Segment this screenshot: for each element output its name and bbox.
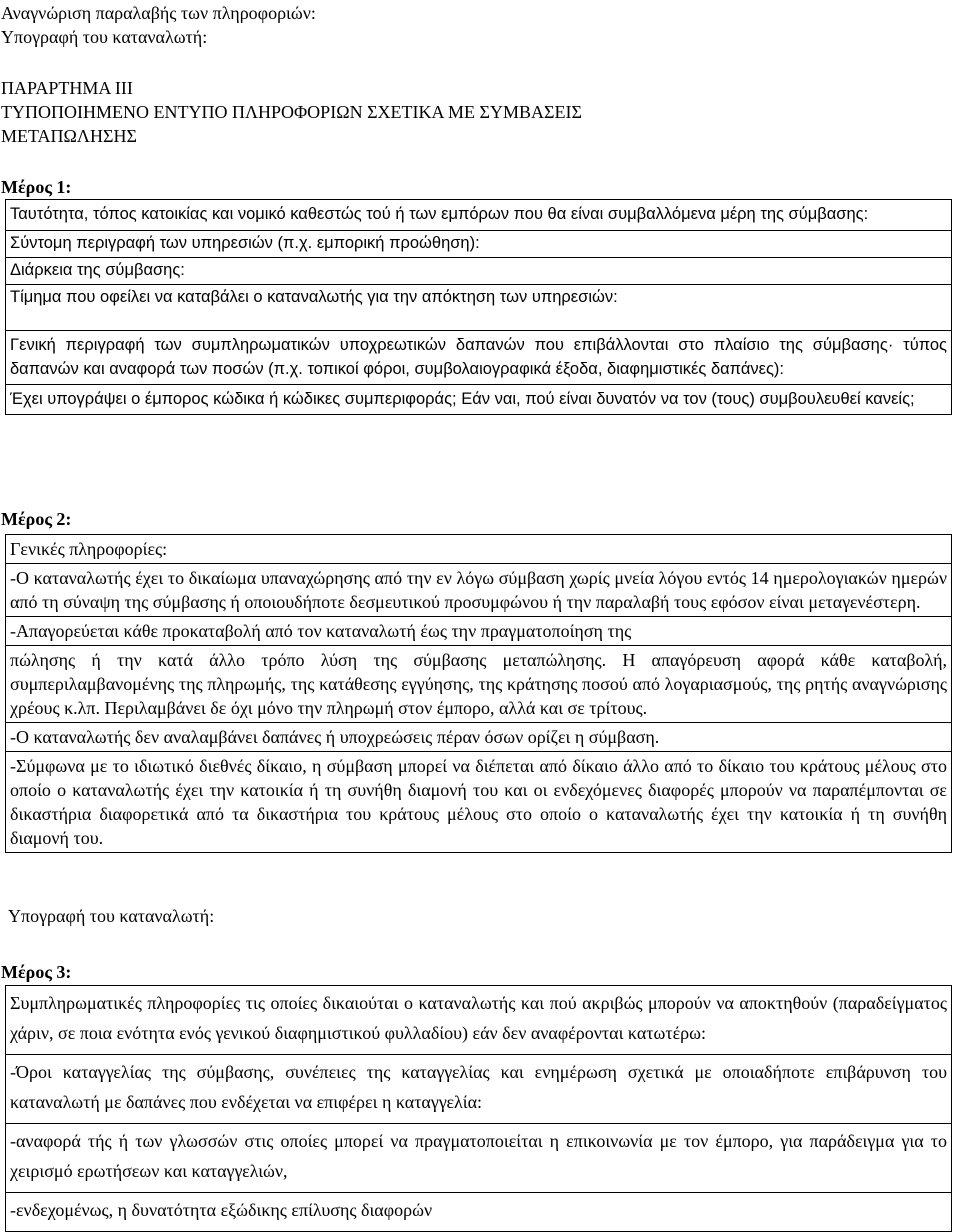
part1-row-price: Τίμημα που οφείλει να καταβάλει ο καταναλωτής για την απόκτηση των υπηρεσιών:: [6, 285, 951, 331]
part2-applicable-law: -Σύμφωνα με το ιδιωτικό διεθνές δίκαιο, η σύμβαση μπορεί να διέπεται από δίκαιο άλλο από το δίκαιο του κράτους μέλους στο οποίο ο καταναλωτής έχει την κατοικία ή τη συνήθη διαμονή του και οι ενδεχόμενες διαφορές μπορούν να παραπέμπονται σε δικαστήρια διαφορετικά από τα δικαστήρια του κράτους μέλους στο οποίο ο καταναλωτής έχει την κατοικία ή τη συνήθη διαμονή του.: [10, 756, 947, 848]
part2-heading: Μέρος 2:: [1, 509, 72, 529]
part1-row-identity: Ταυτότητα, τόπος κατοικίας και νομικό καθεστώς τού ή των εμπόρων που θα είναι συμβαλλόμενα μέρη της σύμβασης:: [6, 200, 951, 231]
part3-box: [5, 985, 952, 1232]
part1-box: [5, 199, 952, 415]
annex-title-line2: ΜΕΤΑΠΩΛΗΣΗΣ: [1, 126, 137, 146]
part2-no-extra-costs: -Ο καταναλωτής δεν αναλαμβάνει δαπάνες ή υποχρεώσεις πέραν όσων ορίζει η σύμβαση.: [6, 723, 951, 752]
part1-heading: Μέρος 1:: [1, 177, 72, 197]
part3-termination-terms: -Όροι καταγγελίας της σύμβασης, συνέπειες της καταγγελίας και ενημέρωση σχετικά με οποιαδήποτε επιβάρυνση του καταναλωτή με δαπάνες που ενδέχεται να επιφέρει η καταγγελία:: [6, 1055, 951, 1124]
part2-general-label: Γενικές πληροφορίες:: [6, 535, 951, 564]
ack-line: Αναγνώριση παραλαβής των πληροφοριών:: [1, 3, 316, 23]
part3-additional-info: Συμπληρωματικές πληροφορίες τις οποίες δικαιούται ο καταναλωτής και πού ακριβώς μπορούν να αποκτηθούν (παραδείγματος χάριν, σε ποια ενότητα ενός γενικού διαφημιστικού φυλλαδίου) εάν δεν αναφέρονται κατωτέρω:: [6, 986, 951, 1055]
annex-title-line1: ΤΥΠΟΠΟΙΗΜΕΝΟ ΕΝΤΥΠΟ ΠΛΗΡΟΦΟΡΙΩΝ ΣΧΕΤΙΚΑ ΜΕ ΣΥΜΒΑΣΕΙΣ: [1, 102, 582, 122]
part2-box: [5, 534, 952, 853]
part1-row-duration: Διάρκεια της σύμβασης:: [6, 258, 951, 285]
part2-advance-ban-detail: πώλησης ή την κατά άλλο τρόπο λύση της σύμβασης μεταπώλησης. Η απαγόρευση αφορά κάθε καταβολή, συμπεριλαμβανομένης της πληρωμής, της κατάθεσης εγγύησης, της κράτησης ποσού από λογαριασμούς, της ρητής αναγνώρισης χρέους κ.λπ. Περιλαμβάνει δε όχι μόνο την πληρωμή στον έμπορο, αλλά και σε τρίτους.: [6, 646, 951, 723]
annex-number: ΠΑΡΑΡΤΗΜΑ ΙΙΙ: [1, 78, 133, 98]
part2-advance-ban-intro: -Απαγορεύεται κάθε προκαταβολή από τον καταναλωτή έως την πραγματοποίηση της: [6, 617, 951, 646]
part1-row-codes: Έχει υπογράψει ο έμπορος κώδικα ή κώδικες συμπεριφοράς; Εάν ναι, πού είναι δυνατόν να τον (τους) συμβουλευθεί κανείς;: [10, 390, 915, 408]
part2-withdrawal-right: -Ο καταναλωτής έχει το δικαίωμα υπαναχώρησης από την εν λόγω σύμβαση χωρίς μνεία λόγου εντός 14 ημερολογιακών ημερών από τη σύναψη της σύμβασης ή οποιουδήποτε δεσμευτικού προσυμφώνου ή την παραλαβή τους εφόσον είναι μεταγενέστερη.: [6, 564, 951, 617]
part1-row-services: Σύντομη περιγραφή των υπηρεσιών (π.χ. εμπορική προώθηση):: [6, 231, 951, 258]
part3-dispute-resolution: -ενδεχομένως, η δυνατότητα εξώδικης επίλυσης διαφορών: [10, 1200, 433, 1220]
part3-languages: -αναφορά τής ή των γλωσσών στις οποίες μπορεί να πραγματοποιείται η επικοινωνία με τον έμπορο, για παράδειγμα για το χειρισμό ερωτήσεων και καταγγελιών,: [6, 1124, 951, 1193]
acknowledgement-block: [1, 1, 316, 49]
part1-row-costs: Γενική περιγραφή των συμπληρωματικών υποχρεωτικών δαπανών που επιβάλλονται στο πλαίσιο της σύμβασης· τύπος δαπανών και αναφορά των ποσών (π.χ. τοπικοί φόροι, συμβολαιογραφικά έξοδα, διαφημιστικές δαπάνες):: [6, 331, 951, 385]
part3-heading: Μέρος 3:: [1, 962, 72, 982]
ack-signature-line: Υπογραφή του καταναλωτή:: [1, 27, 208, 47]
part2-signature-line: Υπογραφή του καταναλωτή:: [8, 906, 215, 926]
annex-title-block: [1, 76, 582, 148]
